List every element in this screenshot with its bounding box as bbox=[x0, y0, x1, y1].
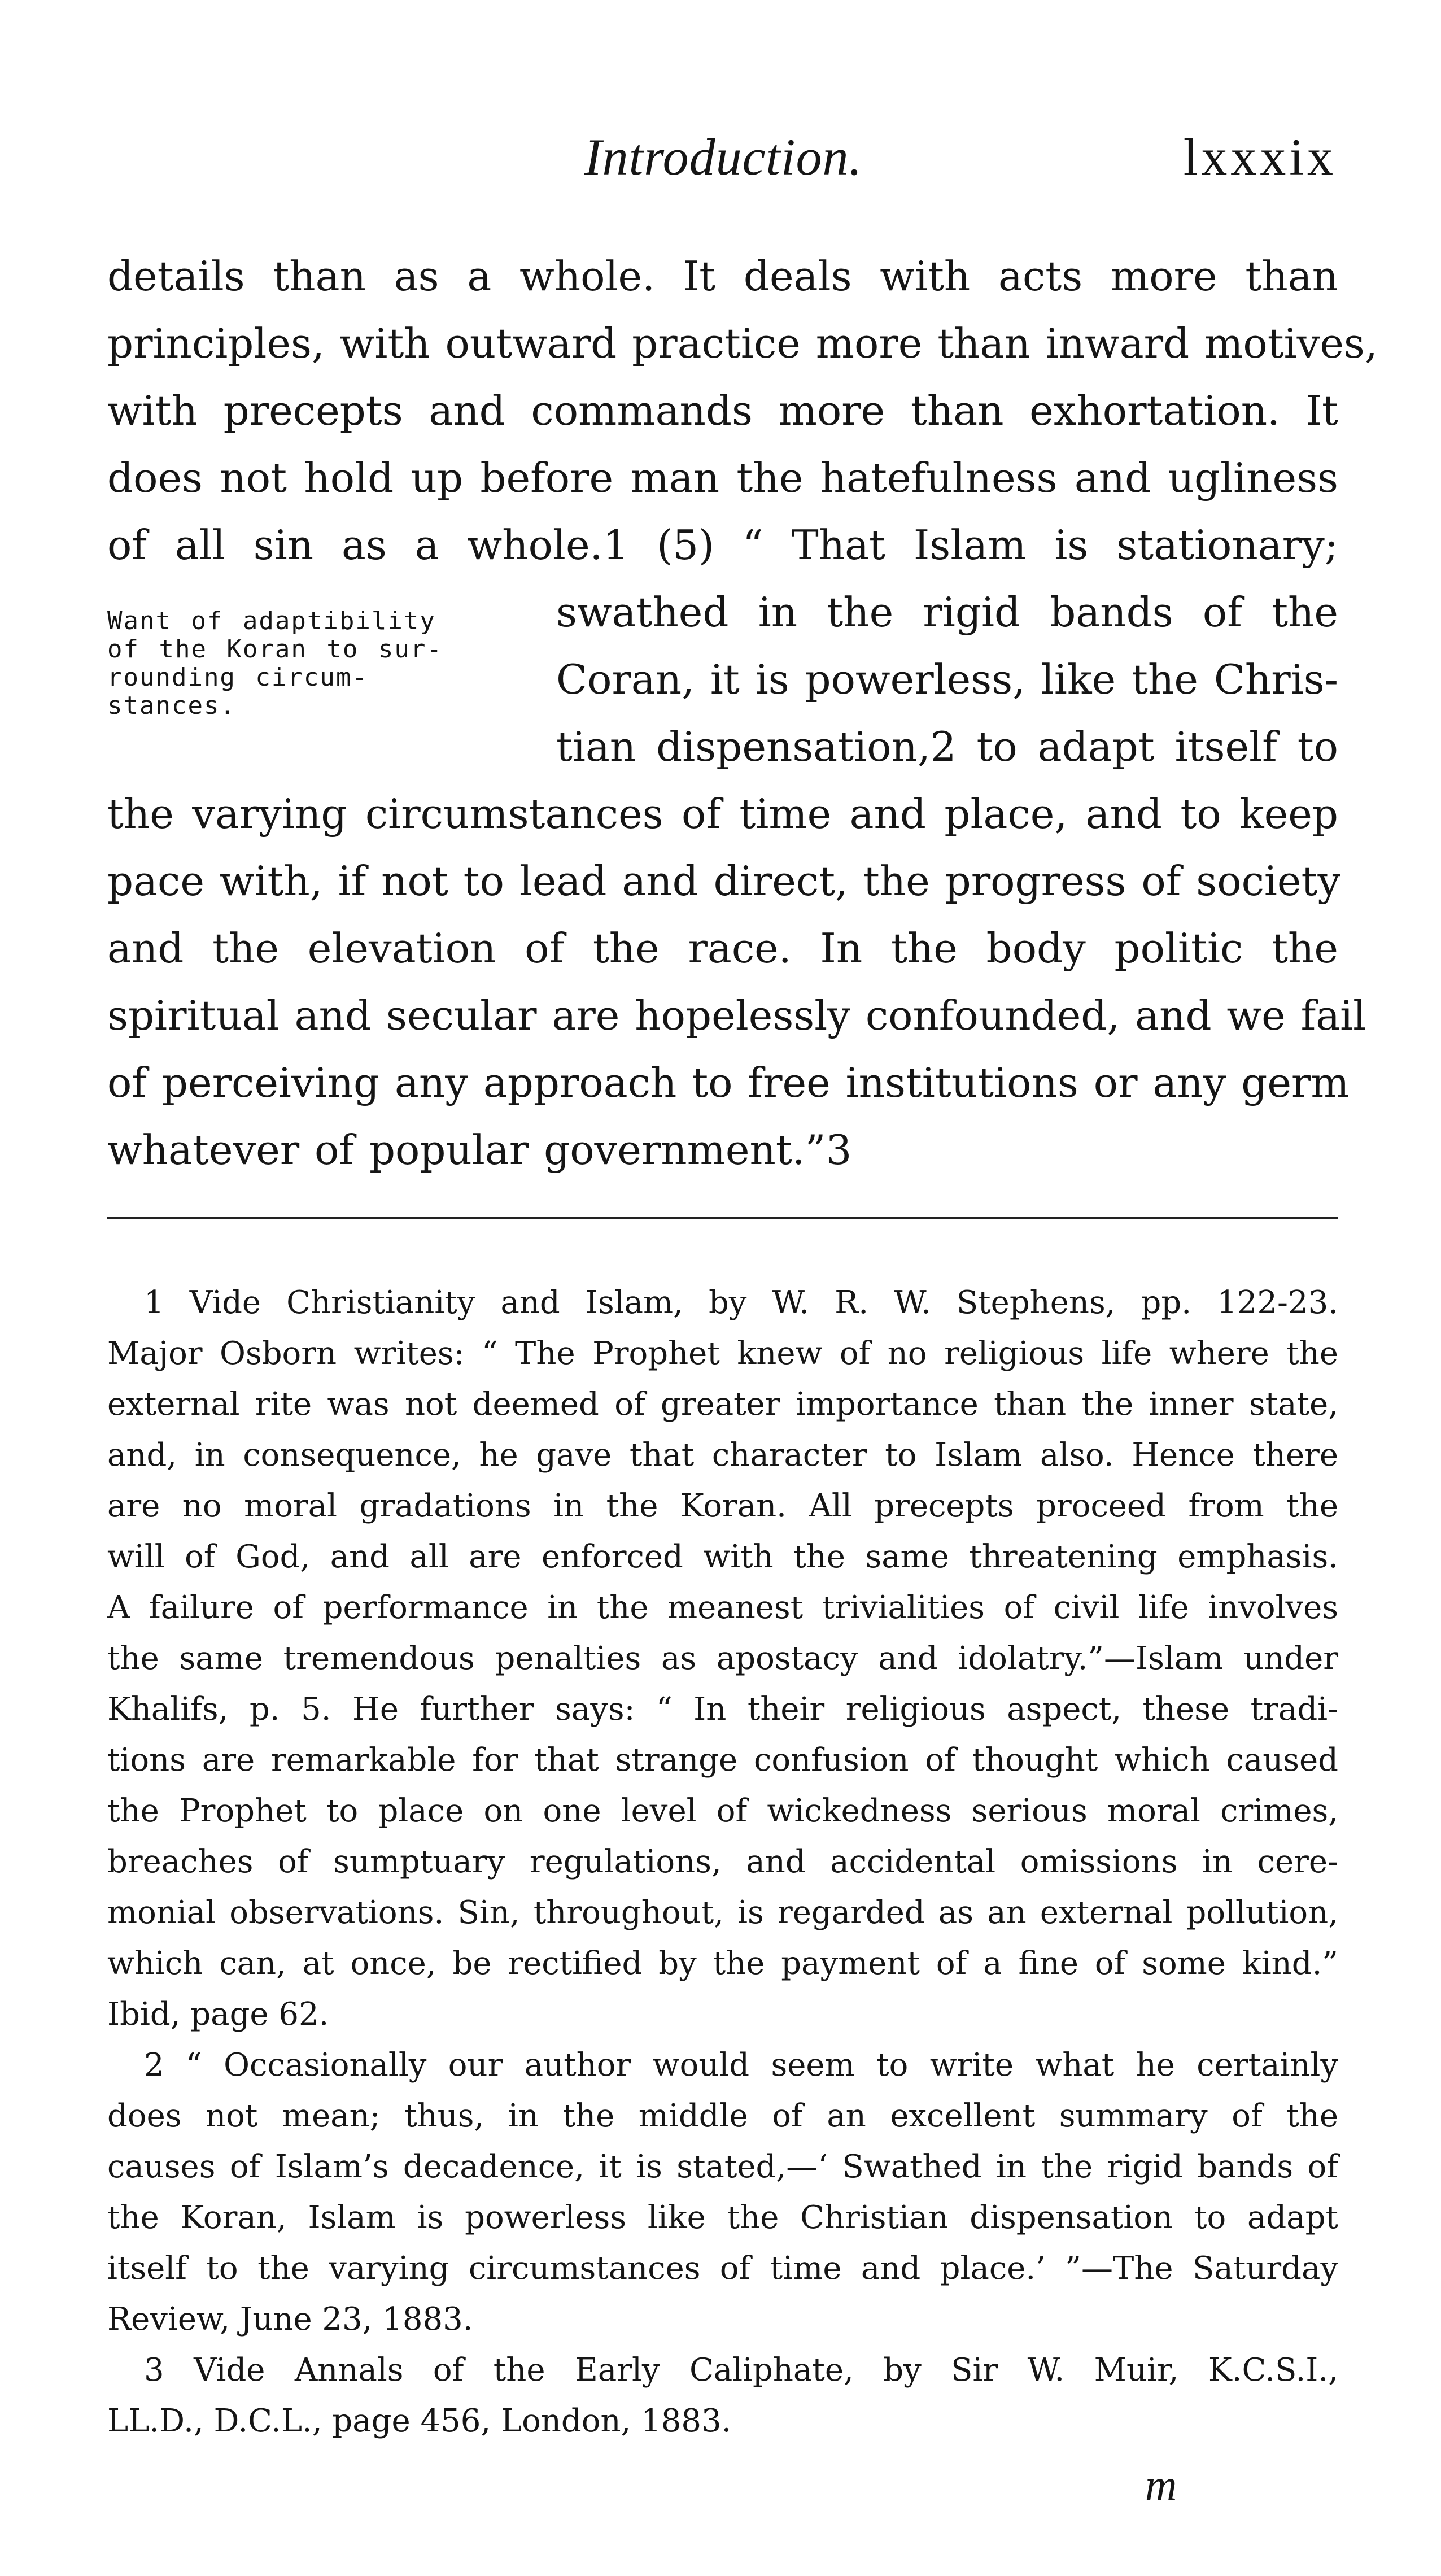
margin-sidenote bbox=[107, 607, 519, 720]
footnote-line: Khalifs, p. 5. He further says: “ In their religious aspect, these tradi- bbox=[107, 1691, 1338, 1728]
footnote-line: causes of Islam’s decadence, it is stated,—‘ Swathed in the rigid bands of bbox=[107, 2148, 1338, 2185]
sidenote-line: of the Koran to sur- bbox=[107, 635, 443, 664]
footnote-line: itself to the varying circumstances of time and place.’ ”—The Saturday bbox=[107, 2250, 1338, 2287]
sidenote-line: Want of adaptibility bbox=[107, 607, 436, 635]
body-line: Coran, it is powerless, like the Chris- bbox=[556, 656, 1338, 703]
footnotes bbox=[107, 1278, 1338, 2447]
body-line: details than as a whole. It deals with acts more than bbox=[107, 252, 1338, 300]
footnote-line: monial observations. Sin, throughout, is regarded as an external pollution, bbox=[107, 1894, 1338, 1931]
footnote-line: 1 Vide Christianity and Islam, by W. R. W. Stephens, pp. 122-23. bbox=[144, 1284, 1338, 1321]
footnote-line: the Prophet to place on one level of wickedness serious moral crimes, bbox=[107, 1793, 1338, 1829]
footnote-line: Review, June 23, 1883. bbox=[107, 2301, 473, 2338]
footnote-line: 2 “ Occasionally our author would seem to write what he certainly bbox=[144, 2047, 1338, 2084]
footnote-line: the Koran, Islam is powerless like the Christian dispensation to adapt bbox=[107, 2199, 1338, 2236]
footnote-line: Ibid, page 62. bbox=[107, 1996, 329, 2033]
footnote-line: breaches of sumptuary regulations, and accidental omissions in cere- bbox=[107, 1843, 1338, 1880]
body-line: of perceiving any approach to free institutions or any germ bbox=[107, 1059, 1350, 1106]
footnote-line: and, in consequence, he gave that character to Islam also. Hence there bbox=[107, 1437, 1338, 1474]
body-line: spiritual and secular are hopelessly confounded, and we fail bbox=[107, 992, 1366, 1039]
body-line: and the elevation of the race. In the body politic the bbox=[107, 925, 1338, 972]
page-header bbox=[0, 127, 1441, 195]
footnote-line: 3 Vide Annals of the Early Caliphate, by Sir W. Muir, K.C.S.I., bbox=[144, 2352, 1338, 2388]
body-line: with precepts and commands more than exhortation. It bbox=[107, 387, 1338, 434]
footnote-line: tions are remarkable for that strange confusion of thought which caused bbox=[107, 1742, 1338, 1779]
body-line: tian dispensation,2 to adapt itself to bbox=[556, 723, 1338, 770]
running-title: Introduction. bbox=[584, 128, 863, 186]
footnote-divider bbox=[107, 1217, 1338, 1219]
body-line: pace with, if not to lead and direct, the progress of society bbox=[107, 857, 1341, 905]
body-line: swathed in the rigid bands of the bbox=[556, 589, 1338, 636]
body-line: of all sin as a whole.1 (5) “ That Islam is stationary; bbox=[107, 521, 1338, 569]
body-line: the varying circumstances of time and place, and to keep bbox=[107, 790, 1338, 838]
sidenote-line: rounding circum- bbox=[107, 663, 368, 692]
footnote-line: LL.D., D.C.L., page 456, London, 1883. bbox=[107, 2403, 732, 2439]
footnote-line: Major Osborn writes: “ The Prophet knew of no religious life where the bbox=[107, 1335, 1338, 1372]
footnote-line: are no moral gradations in the Koran. All precepts proceed from the bbox=[107, 1488, 1338, 1524]
footnote-line: does not mean; thus, in the middle of an excellent summary of the bbox=[107, 2098, 1338, 2134]
footnote-line: which can, at once, be rectified by the payment of a fine of some kind.” bbox=[107, 1945, 1338, 1982]
page-number: lxxxix bbox=[1183, 128, 1337, 186]
sidenote-line: stances. bbox=[107, 691, 236, 720]
footnote-line: will of God, and all are enforced with the same threatening emphasis. bbox=[107, 1538, 1338, 1575]
footnote-line: the same tremendous penalties as apostacy and idolatry.”—Islam under bbox=[107, 1640, 1338, 1677]
body-line: principles, with outward practice more than inward motives, bbox=[107, 320, 1378, 367]
body-line: does not hold up before man the hatefulness and ugliness bbox=[107, 454, 1338, 502]
footnote-line: A failure of performance in the meanest trivialities of civil life involves bbox=[107, 1589, 1338, 1626]
signature-mark: m bbox=[1145, 2460, 1177, 2509]
footnote-line: external rite was not deemed of greater importance than the inner state, bbox=[107, 1386, 1338, 1423]
body-line: whatever of popular government.”3 bbox=[107, 1126, 852, 1174]
